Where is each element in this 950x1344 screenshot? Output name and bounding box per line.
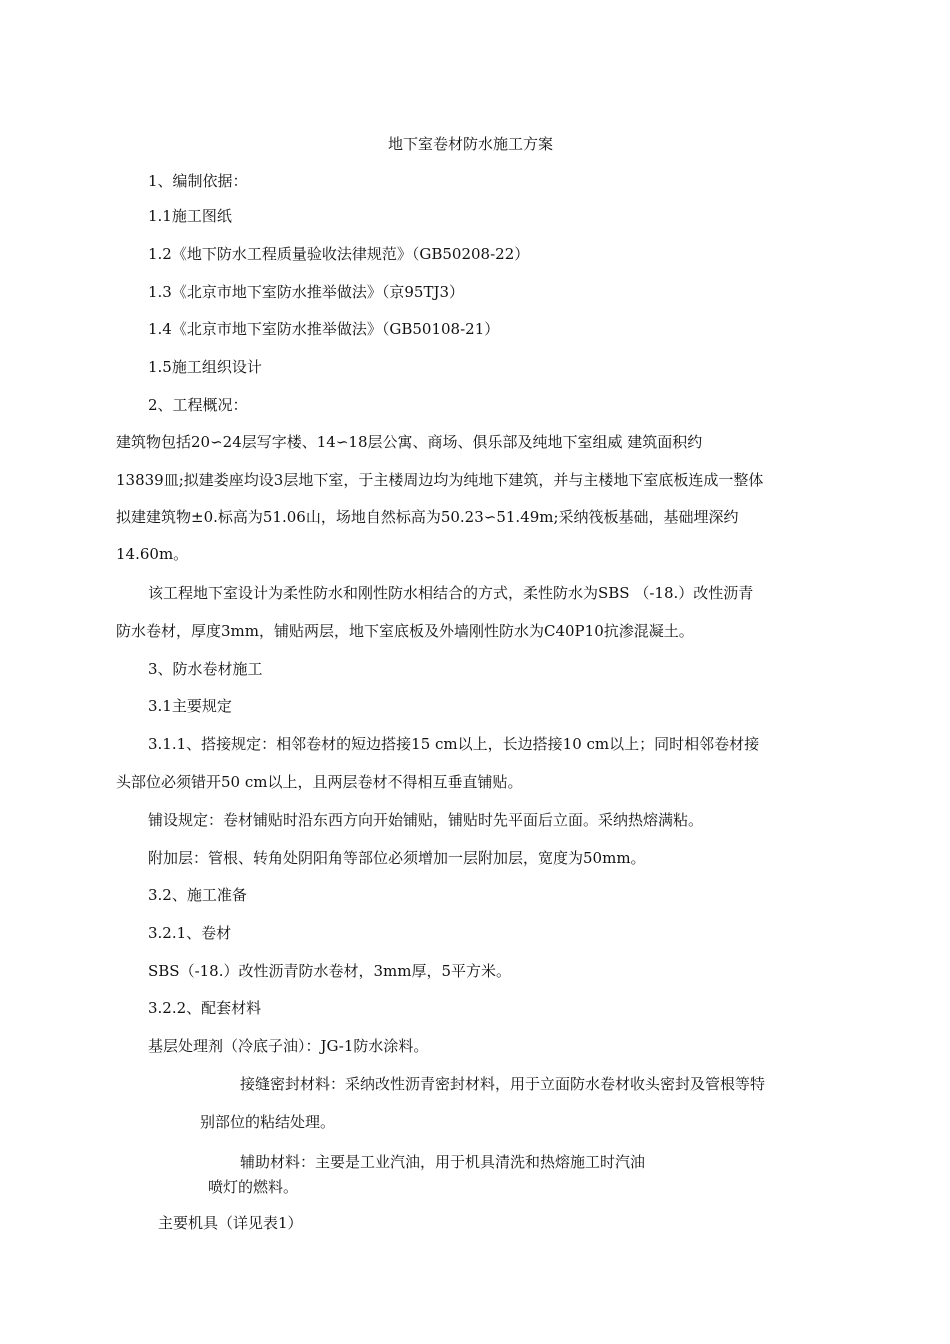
- text-line: 该工程地下室设计为柔性防水和刚性防水相结合的方式，柔性防水为SBS （-18.）改性沥青: [148, 584, 754, 602]
- text-line: 主要机具（详见表1）: [158, 1214, 303, 1232]
- text-line: SBS（-18.）改性沥青防水卷材，3mm厚，5平方米。: [148, 962, 512, 980]
- text-line: 3.2.2、配套材料: [148, 999, 262, 1017]
- text-line: 建筑物包括20∽24层写字楼、14∽18层公寓、商场、俱乐部及纯地下室组威 建筑面积约: [116, 433, 703, 451]
- text-line: 辅助材料：主要是工业汽油，用于机具清洗和热熔施工时汽油: [240, 1153, 646, 1171]
- text-line: 3.1.1、搭接规定：相邻卷材的短边搭接15 cm以上，长边搭接10 cm以上；同时相邻卷材接: [148, 735, 760, 753]
- text-line: 13839皿;拟建娄座均设3层地下室，于主楼周边均为纯地下建筑，并与主楼地下室底板连成一整体: [116, 471, 764, 489]
- text-line: 3、防水卷材施工: [148, 660, 263, 678]
- text-line: 铺设规定：卷材铺贴时沿东西方向开始铺贴，铺贴时先平面后立面。采纳热熔满粘。: [148, 811, 704, 829]
- text-line: 拟建建筑物±0.标高为51.06山，场地自然标高为50.23∽51.49m;采纳筏板基础，基础埋深约: [116, 508, 739, 526]
- text-line: 接缝密封材料：采纳改性沥青密封材料，用于立面防水卷材收头密封及管根等特: [240, 1075, 766, 1093]
- text-line: 1.2《地下防水工程质量验收法律规范》（GB50208-22）: [148, 245, 530, 263]
- text-line: 1、编制依据：: [148, 172, 248, 190]
- text-line: 1.5施工组织设计: [148, 358, 262, 376]
- text-line: 3.1主要规定: [148, 697, 232, 715]
- text-line: 1.4《北京市地下室防水推举做法》（GB50108-21）: [148, 320, 500, 338]
- text-line: 1.1施工图纸: [148, 207, 232, 225]
- text-line: 3.2、施工准备: [148, 886, 247, 904]
- text-line: 头部位必须错开50 cm以上，且两层卷材不得相互垂直铺贴。: [116, 773, 523, 791]
- text-line: 2、工程概况：: [148, 396, 248, 414]
- text-line: 别部位的粘结处理。: [200, 1113, 336, 1131]
- text-line: 1.3《北京市地下室防水推举做法》（京95TJ3）: [148, 283, 465, 301]
- text-line: 基层处理剂（冷底子油）：JG-1防水涂料。: [148, 1037, 429, 1055]
- document-title: 地下室卷材防水施工方案: [388, 135, 554, 153]
- text-line: 附加层：管根、转角处阴阳角等部位必须增加一层附加层，宽度为50mm。: [148, 849, 646, 867]
- text-line: 防水卷材，厚度3mm，铺贴两层，地下室底板及外墙刚性防水为C40P10抗渗混凝土。: [116, 622, 694, 640]
- text-line: 3.2.1、卷材: [148, 924, 232, 942]
- text-line: 14.60m。: [116, 545, 189, 563]
- text-line: 喷灯的燃料。: [208, 1178, 299, 1196]
